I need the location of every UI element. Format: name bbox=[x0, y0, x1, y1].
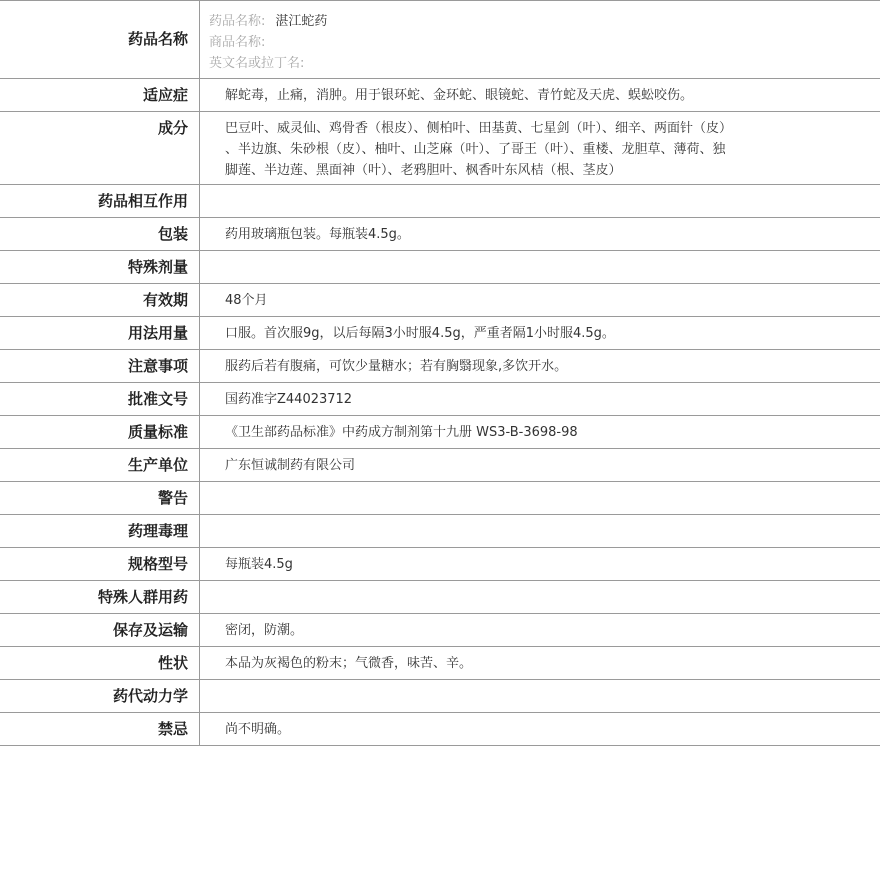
row-label: 性状 bbox=[0, 647, 200, 679]
row-label: 警告 bbox=[0, 482, 200, 514]
row-value bbox=[200, 515, 880, 547]
row-value: 《卫生部药品标准》中药成方制剂第十九册 WS3-B-3698-98 bbox=[225, 425, 578, 440]
english-name-label: 英文名或拉丁名: bbox=[209, 56, 305, 71]
row-manufacturer bbox=[0, 448, 880, 481]
row-value: 每瓶装4.5g bbox=[225, 557, 293, 572]
row-storage bbox=[0, 613, 880, 646]
row-label: 药代动力学 bbox=[0, 680, 200, 712]
row-indications bbox=[0, 78, 880, 111]
ingredients-line: 、半边旗、朱砂根（皮）、柚叶、山芝麻（叶）、了哥王（叶）、重楼、龙胆草、薄荷、独 bbox=[225, 142, 726, 157]
row-label: 药理毒理 bbox=[0, 515, 200, 547]
row-label: 特殊剂量 bbox=[0, 251, 200, 283]
row-value: 药用玻璃瓶包装。每瓶装4.5g。 bbox=[225, 227, 410, 242]
row-label: 特殊人群用药 bbox=[0, 581, 200, 613]
row-quality-standard bbox=[0, 415, 880, 448]
row-label: 规格型号 bbox=[0, 548, 200, 580]
row-approval-number bbox=[0, 382, 880, 415]
row-value: 服药后若有腹痛，可饮少量糖水；若有胸翳现象,多饮开水。 bbox=[225, 359, 568, 374]
row-value: 密闭，防潮。 bbox=[225, 623, 304, 638]
row-drug-name bbox=[0, 0, 880, 78]
row-value: 48个月 bbox=[225, 293, 268, 308]
row-pharmacokinetics bbox=[0, 679, 880, 712]
row-value bbox=[200, 185, 880, 217]
row-label: 适应症 bbox=[0, 79, 200, 111]
row-value: 尚不明确。 bbox=[225, 722, 291, 737]
drug-name-values bbox=[200, 1, 880, 78]
row-label: 生产单位 bbox=[0, 449, 200, 481]
row-interactions bbox=[0, 184, 880, 217]
row-label: 成分 bbox=[0, 112, 200, 184]
row-label: 有效期 bbox=[0, 284, 200, 316]
row-shelf-life bbox=[0, 283, 880, 316]
row-dosage bbox=[0, 316, 880, 349]
row-label: 保存及运输 bbox=[0, 614, 200, 646]
row-label: 包装 bbox=[0, 218, 200, 250]
row-packaging bbox=[0, 217, 880, 250]
row-pharmacology bbox=[0, 514, 880, 547]
row-precautions bbox=[0, 349, 880, 382]
row-label: 质量标准 bbox=[0, 416, 200, 448]
row-label-drug-name: 药品名称 bbox=[0, 1, 200, 78]
row-value bbox=[200, 251, 880, 283]
row-value bbox=[200, 581, 880, 613]
row-special-dosage bbox=[0, 250, 880, 283]
row-label: 禁忌 bbox=[0, 713, 200, 745]
row-value: 本品为灰褐色的粉末；气微香，味苦、辛。 bbox=[225, 656, 473, 671]
row-label: 用法用量 bbox=[0, 317, 200, 349]
ingredients-line: 巴豆叶、威灵仙、鸡骨香（根皮）、侧柏叶、田基黄、七星剑（叶）、细辛、两面针（皮） bbox=[225, 121, 733, 136]
row-label: 批准文号 bbox=[0, 383, 200, 415]
generic-name-value: 湛江蛇药 bbox=[275, 14, 328, 29]
row-value bbox=[200, 680, 880, 712]
row-label: 药品相互作用 bbox=[0, 185, 200, 217]
row-description bbox=[0, 646, 880, 679]
row-special-populations bbox=[0, 580, 880, 613]
row-specification bbox=[0, 547, 880, 580]
row-warning bbox=[0, 481, 880, 514]
trade-name-label: 商品名称: bbox=[209, 35, 266, 50]
english-name-line bbox=[209, 53, 870, 74]
row-value bbox=[200, 112, 880, 184]
trade-name-line bbox=[209, 32, 870, 53]
row-value: 解蛇毒，止痛，消肿。用于银环蛇、金环蛇、眼镜蛇、青竹蛇及天虎、蜈蚣咬伤。 bbox=[225, 88, 694, 103]
generic-name-line bbox=[209, 11, 870, 32]
row-label: 注意事项 bbox=[0, 350, 200, 382]
ingredients-line: 脚莲、半边莲、黑面神（叶）、老鸦胆叶、枫香叶东风桔（根、茎皮） bbox=[225, 163, 622, 178]
row-value: 国药准字Z44023712 bbox=[225, 392, 353, 407]
generic-name-label: 药品名称: bbox=[209, 14, 266, 29]
row-value: 口服。首次服9g，以后每隔3小时服4.5g，严重者隔1小时服4.5g。 bbox=[225, 326, 615, 341]
row-contraindications bbox=[0, 712, 880, 746]
row-ingredients bbox=[0, 111, 880, 184]
row-value: 广东恒诚制药有限公司 bbox=[225, 458, 356, 473]
row-value bbox=[200, 482, 880, 514]
